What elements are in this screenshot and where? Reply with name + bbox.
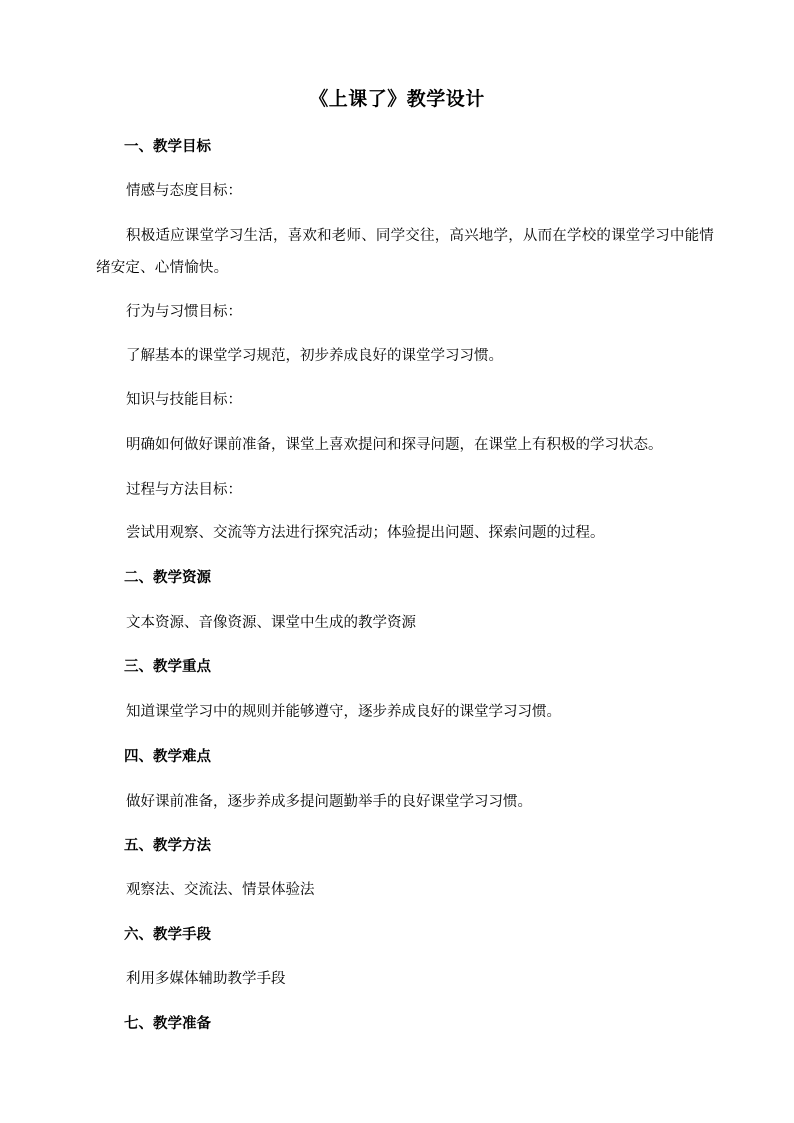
paragraph-means: 利用多媒体辅助教学手段: [126, 971, 286, 987]
section-heading-difficulties: 四、教学难点: [124, 749, 211, 765]
paragraph-methods: 观察法、交流法、情景体验法: [126, 882, 315, 898]
paragraph-process-goal-label: 过程与方法目标：: [126, 482, 242, 498]
paragraph-behavior-goal-label: 行为与习惯目标：: [126, 304, 242, 320]
section-heading-resources: 二、教学资源: [124, 570, 211, 586]
paragraph-skill-goal-label: 知识与技能目标：: [126, 392, 242, 408]
paragraph-skill-goal: 明确如何做好课前准备，课堂上喜欢提问和探寻问题，在课堂上有积极的学习状态。: [126, 437, 663, 453]
section-heading-means: 六、教学手段: [124, 927, 211, 943]
section-heading-preparation: 七、教学准备: [124, 1016, 211, 1032]
paragraph-key-points: 知道课堂学习中的规则并能够遵守，逐步养成良好的课堂学习习惯。: [126, 704, 561, 720]
section-heading-methods: 五、教学方法: [124, 838, 211, 854]
section-heading-key-points: 三、教学重点: [124, 659, 211, 675]
section-heading-objectives: 一、教学目标: [124, 139, 211, 155]
paragraph-process-goal: 尝试用观察、交流等方法进行探究活动；体验提出问题、探索问题的过程。: [126, 525, 605, 541]
paragraph-emotion-goal: 积极适应课堂学习生活，喜欢和老师、同学交往，高兴地学，从而在学校的课堂学习中能情绪安定、心情愉快。: [96, 228, 714, 276]
paragraph-resources: 文本资源、音像资源、课堂中生成的教学资源: [126, 615, 416, 631]
paragraph-difficulties: 做好课前准备，逐步养成多提问题勤举手的良好课堂学习习惯。: [126, 794, 532, 810]
paragraph-emotion-goal-label: 情感与态度目标：: [126, 183, 242, 199]
document-title: 《上课了》教学设计: [309, 88, 485, 110]
paragraph-behavior-goal: 了解基本的课堂学习规范，初步养成良好的课堂学习习惯。: [126, 348, 503, 364]
